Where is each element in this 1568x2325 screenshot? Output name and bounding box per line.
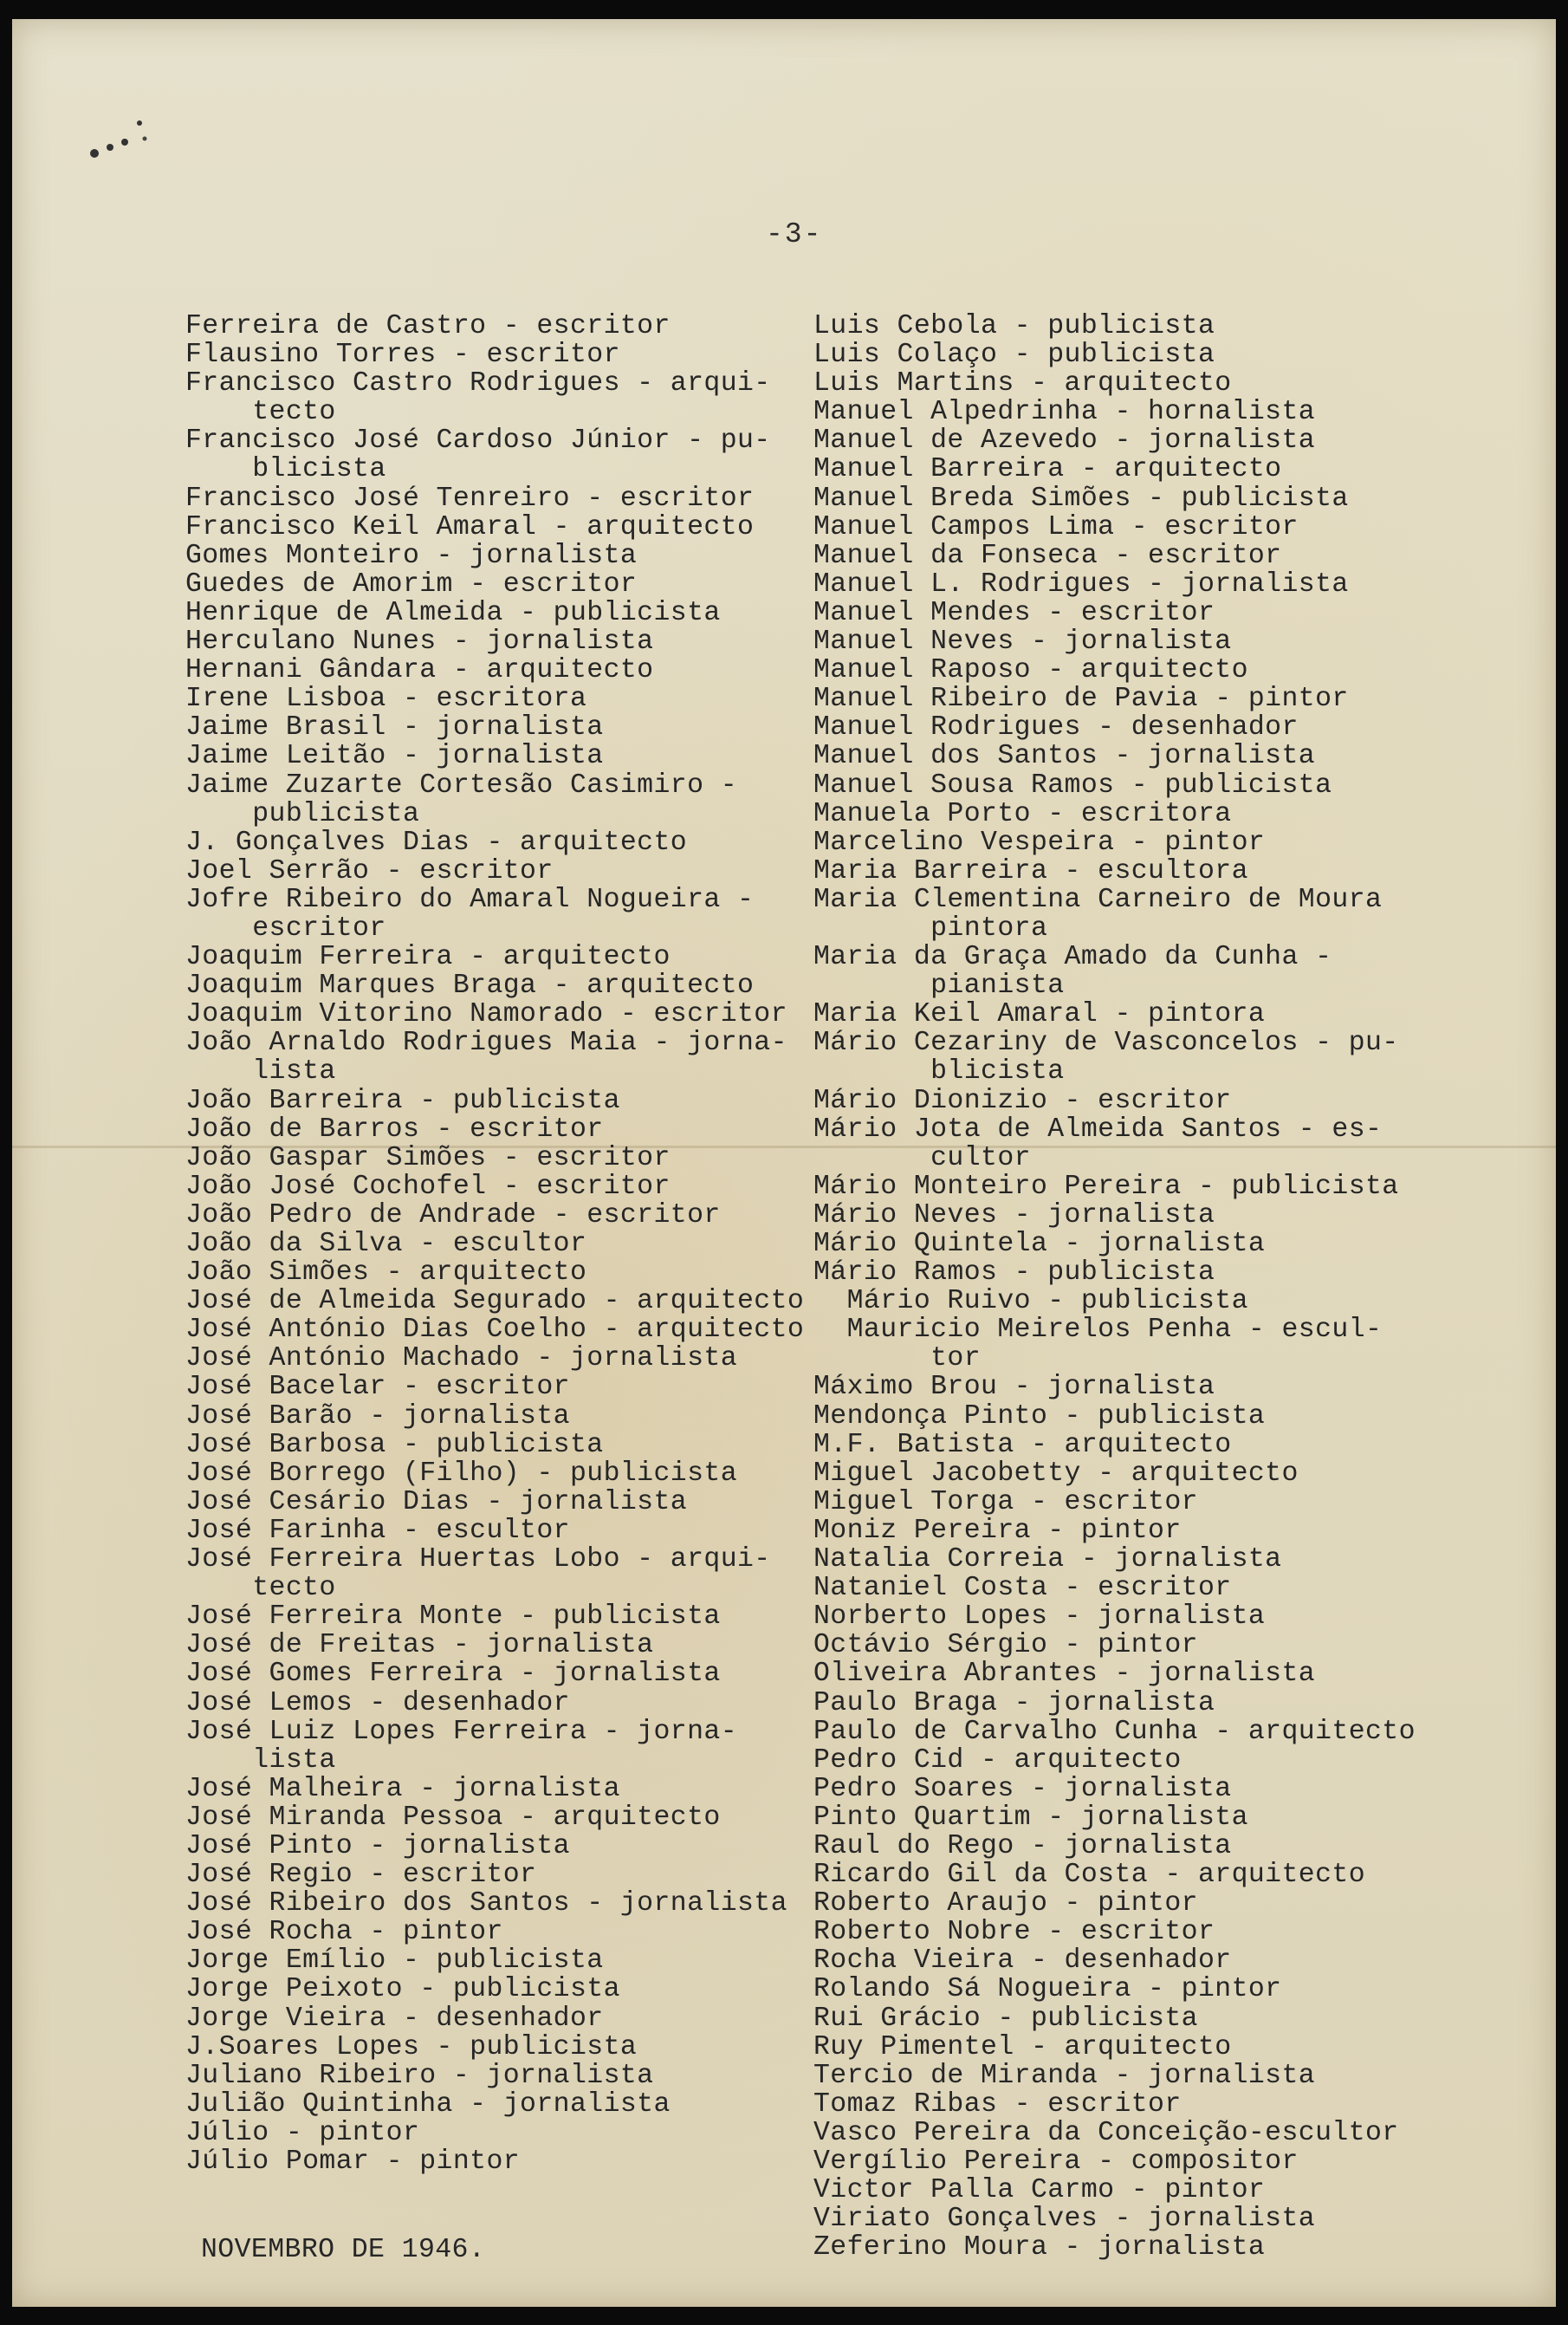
name-entry: Manuel Breda Simões - publicista: [813, 483, 1349, 514]
name-entry: Joaquim Marques Braga - arquitecto: [185, 971, 755, 1002]
name-entry: Octávio Sérgio - pintor: [813, 1630, 1198, 1661]
name-entry: Gomes Monteiro - jornalista: [185, 540, 638, 571]
name-entry: Pedro Soares - jornalista: [813, 1773, 1232, 1804]
name-entry: Mário Quintela - jornalista: [813, 1229, 1266, 1259]
name-entry: Nataniel Costa - escritor: [813, 1573, 1232, 1604]
name-entry: Jaime Brasil - jornalista: [185, 712, 604, 744]
name-entry: Oliveira Abrantes - jornalista: [813, 1659, 1316, 1690]
name-entry: Rui Grácio - publicista: [813, 2003, 1198, 2034]
name-entry: Roberto Araujo - pintor: [813, 1888, 1198, 1919]
name-entry: Jofre Ribeiro do Amaral Nogueira -: [185, 884, 755, 915]
name-entry: João da Silva - escultor: [185, 1229, 587, 1259]
name-entry: José Miranda Pessoa - arquitecto: [185, 1802, 721, 1833]
name-entry: Joaquim Ferreira - arquitecto: [185, 942, 671, 973]
name-entry: Manuel L. Rodrigues - jornalista: [813, 568, 1349, 600]
name-entry: Manuel Neves - jornalista: [813, 627, 1232, 658]
name-entry: José Regio - escritor: [185, 1860, 537, 1891]
name-entry: lista: [185, 1056, 336, 1088]
name-entry: Ruy Pimentel - arquitecto: [813, 2031, 1232, 2062]
name-entry: Maria da Graça Amado da Cunha -: [813, 942, 1332, 973]
name-entry: Manuel de Azevedo - jornalista: [813, 425, 1316, 457]
name-entry: João Simões - arquitecto: [185, 1257, 587, 1289]
ink-blot-mark: [77, 106, 155, 175]
name-entry: João Gaspar Simões - escritor: [185, 1142, 671, 1173]
name-entry: Jaime Zuzarte Cortesão Casimiro -: [185, 770, 738, 801]
name-entry: pintora: [813, 912, 1048, 944]
name-entry: José Ferreira Huertas Lobo - arqui-: [185, 1544, 771, 1575]
name-entry: Mário Dionizio - escritor: [813, 1085, 1232, 1116]
name-entry: José Rocha - pintor: [185, 1917, 503, 1948]
name-entry: José António Machado - jornalista: [185, 1343, 738, 1374]
name-entry: Francisco José Tenreiro - escritor: [185, 483, 755, 514]
name-entry: João de Barros - escritor: [185, 1114, 604, 1145]
name-entry: João Pedro de Andrade - escritor: [185, 1199, 721, 1231]
name-entry: Jaime Leitão - jornalista: [185, 741, 604, 772]
name-entry: tecto: [185, 397, 336, 428]
name-entry: José Borrego (Filho) - publicista: [185, 1458, 738, 1489]
name-entry: Paulo Braga - jornalista: [813, 1687, 1215, 1718]
name-entry: Manuel Campos Lima - escritor: [813, 511, 1299, 542]
name-entry: João Arnaldo Rodrigues Maia - jorna-: [185, 1028, 787, 1059]
name-entry: pianista: [813, 971, 1065, 1002]
name-entry: Mário Monteiro Pereira - publicista: [813, 1171, 1399, 1202]
name-entry: Maria Clementina Carneiro de Moura: [813, 884, 1383, 915]
footer-date: NOVEMBRO DE 1946.: [201, 2235, 486, 2265]
name-entry: Guedes de Amorim - escritor: [185, 568, 638, 600]
name-entry: Rocha Vieira - desenhador: [813, 1945, 1232, 1977]
name-entry: José Cesário Dias - jornalista: [185, 1486, 688, 1517]
name-entry: Irene Lisboa - escritora: [185, 684, 587, 715]
name-entry: Mendonça Pinto - publicista: [813, 1400, 1266, 1432]
name-entry: José Farinha - escultor: [185, 1515, 570, 1546]
name-entry: Manuel Barreira - arquitecto: [813, 454, 1282, 485]
name-entry: Juliano Ribeiro - jornalista: [185, 2060, 654, 2091]
name-entry: José Ferreira Monte - publicista: [185, 1601, 721, 1633]
name-entry: Luis Martins - arquitecto: [813, 368, 1232, 399]
name-entry: escritor: [185, 912, 386, 944]
name-entry: publicista: [185, 798, 420, 829]
name-entry: Manuel da Fonseca - escritor: [813, 540, 1282, 571]
name-entry: José Malheira - jornalista: [185, 1773, 620, 1804]
name-entry: José de Almeida Segurado - arquitecto: [185, 1286, 805, 1317]
name-entry: Julião Quintinha - jornalista: [185, 2088, 671, 2120]
name-entry: Mário Ruivo - publicista: [813, 1286, 1248, 1317]
name-entry: José Barbosa - publicista: [185, 1429, 604, 1460]
name-entry: lista: [185, 1744, 336, 1776]
name-entry: José Luiz Lopes Ferreira - jorna-: [185, 1716, 738, 1747]
name-entry: José de Freitas - jornalista: [185, 1630, 654, 1661]
name-entry: Flausino Torres - escritor: [185, 340, 620, 371]
name-entry: Luis Colaço - publicista: [813, 340, 1215, 371]
name-entry: Victor Palla Carmo - pintor: [813, 2175, 1266, 2206]
name-entry: Raul do Rego - jornalista: [813, 1830, 1232, 1861]
name-entry: José Gomes Ferreira - jornalista: [185, 1659, 721, 1690]
name-entry: Miguel Jacobetty - arquitecto: [813, 1458, 1299, 1489]
name-entry: Máximo Brou - jornalista: [813, 1372, 1215, 1403]
name-entry: Tercio de Miranda - jornalista: [813, 2060, 1316, 2091]
name-entry: Manuel Rodrigues - desenhador: [813, 712, 1299, 744]
page-number: -3-: [766, 218, 823, 250]
name-entry: Manuel Ribeiro de Pavia - pintor: [813, 684, 1349, 715]
name-entry: Jorge Vieira - desenhador: [185, 2003, 604, 2034]
name-entry: Manuel Raposo - arquitecto: [813, 655, 1248, 686]
name-entry: Júlio Pomar - pintor: [185, 2146, 521, 2177]
name-entry: blicista: [185, 454, 386, 485]
name-entry: Francisco José Cardoso Júnior - pu-: [185, 425, 771, 457]
name-entry: cultor: [813, 1142, 1031, 1173]
name-entry: Herculano Nunes - jornalista: [185, 627, 654, 658]
name-entry: Luis Cebola - publicista: [813, 311, 1215, 341]
name-entry: tecto: [185, 1573, 336, 1604]
name-entry: blicista: [813, 1056, 1065, 1088]
name-entry: Júlio - pintor: [185, 2117, 420, 2148]
name-entry: Tomaz Ribas - escritor: [813, 2088, 1182, 2120]
name-entry: M.F. Batista - arquitecto: [813, 1429, 1232, 1460]
name-entry: J. Gonçalves Dias - arquitecto: [185, 827, 688, 858]
name-entry: Joel Serrão - escritor: [185, 855, 554, 886]
name-entry: tor: [813, 1343, 982, 1374]
name-entry: João José Cochofel - escritor: [185, 1171, 671, 1202]
name-entry: Moniz Pereira - pintor: [813, 1515, 1182, 1546]
name-entry: José António Dias Coelho - arquitecto: [185, 1315, 805, 1346]
name-entry: Manuel Alpedrinha - hornalista: [813, 397, 1316, 428]
right-name-column: [813, 312, 1541, 2262]
name-entry: Hernani Gândara - arquitecto: [185, 655, 654, 686]
name-entry: José Ribeiro dos Santos - jornalista: [185, 1888, 787, 1919]
name-entry: Viriato Gonçalves - jornalista: [813, 2204, 1316, 2235]
name-entry: Jorge Emílio - publicista: [185, 1945, 604, 1977]
name-entry: Roberto Nobre - escritor: [813, 1917, 1215, 1948]
name-entry: Mário Cezariny de Vasconcelos - pu-: [813, 1028, 1399, 1059]
name-entry: Francisco Castro Rodrigues - arqui-: [185, 368, 771, 399]
name-entry: Manuel Sousa Ramos - publicista: [813, 770, 1332, 801]
name-entry: Mauricio Meirelos Penha - escul-: [813, 1315, 1383, 1346]
name-entry: João Barreira - publicista: [185, 1085, 620, 1116]
name-entry: Ferreira de Castro - escritor: [185, 311, 671, 341]
left-name-column: [185, 312, 844, 2176]
name-entry: Henrique de Almeida - publicista: [185, 597, 721, 628]
name-entry: Zeferino Moura - jornalista: [813, 2232, 1266, 2263]
name-entry: José Pinto - jornalista: [185, 1830, 570, 1861]
name-entry: Joaquim Vitorino Namorado - escritor: [185, 999, 787, 1030]
document-page: [12, 19, 1556, 2307]
name-entry: Manuel Mendes - escritor: [813, 597, 1215, 628]
name-entry: Vergílio Pereira - compositor: [813, 2146, 1299, 2177]
name-entry: José Lemos - desenhador: [185, 1687, 570, 1718]
name-entry: José Barão - jornalista: [185, 1400, 570, 1432]
name-entry: Maria Barreira - escultora: [813, 855, 1248, 886]
name-entry: Manuel dos Santos - jornalista: [813, 741, 1316, 772]
name-entry: Natalia Correia - jornalista: [813, 1544, 1282, 1575]
name-entry: Maria Keil Amaral - pintora: [813, 999, 1266, 1030]
name-entry: Pinto Quartim - jornalista: [813, 1802, 1248, 1833]
name-entry: Miguel Torga - escritor: [813, 1486, 1198, 1517]
name-entry: Jorge Peixoto - publicista: [185, 1974, 620, 2005]
name-entry: Manuela Porto - escritora: [813, 798, 1232, 829]
name-entry: Mário Neves - jornalista: [813, 1199, 1215, 1231]
name-entry: Mário Jota de Almeida Santos - es-: [813, 1114, 1383, 1145]
name-entry: Paulo de Carvalho Cunha - arquitecto: [813, 1716, 1416, 1747]
name-entry: Rolando Sá Nogueira - pintor: [813, 1974, 1282, 2005]
name-entry: Norberto Lopes - jornalista: [813, 1601, 1266, 1633]
name-entry: Ricardo Gil da Costa - arquitecto: [813, 1860, 1366, 1891]
name-entry: Mário Ramos - publicista: [813, 1257, 1215, 1289]
name-entry: Vasco Pereira da Conceição-escultor: [813, 2117, 1399, 2148]
name-entry: José Bacelar - escritor: [185, 1372, 570, 1403]
name-entry: J.Soares Lopes - publicista: [185, 2031, 638, 2062]
name-entry: Pedro Cid - arquitecto: [813, 1744, 1182, 1776]
name-entry: Francisco Keil Amaral - arquitecto: [185, 511, 755, 542]
name-entry: Marcelino Vespeira - pintor: [813, 827, 1266, 858]
